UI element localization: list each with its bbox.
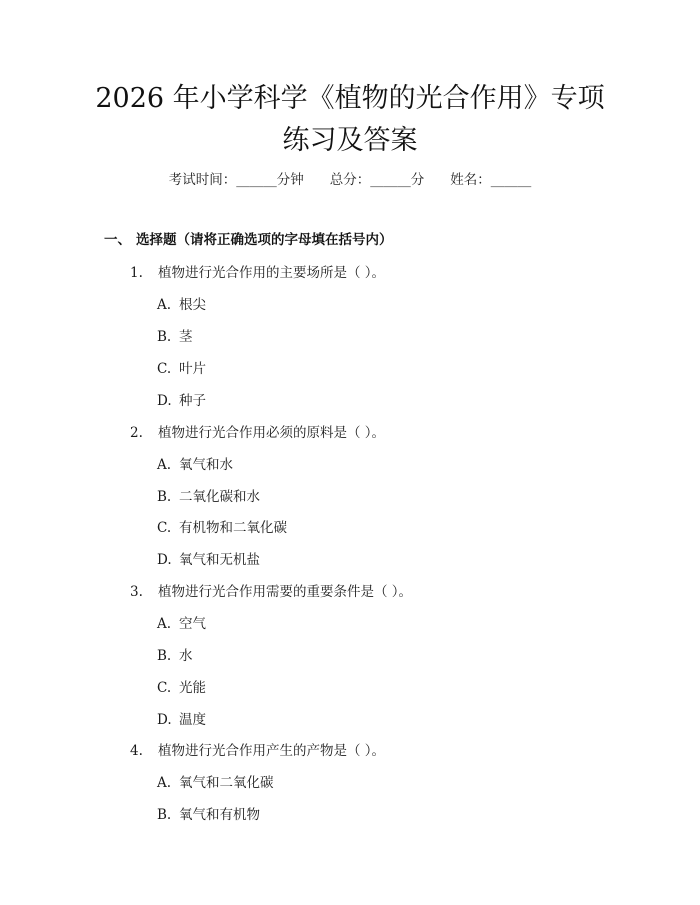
option-item — [157, 612, 206, 632]
question-item — [130, 739, 385, 759]
option-label: D. — [157, 552, 172, 568]
option-item — [157, 644, 193, 664]
option-item — [157, 548, 260, 568]
option-text: 二氧化碳和水 — [179, 489, 260, 505]
section-title: 选择题（请将正确选项的字母填在括号内） — [136, 232, 393, 248]
option-item — [157, 771, 274, 791]
option-item — [157, 708, 206, 728]
total-score-field: 总分：______分 — [329, 172, 425, 188]
question-number: 3. — [130, 584, 143, 600]
option-label: A. — [157, 297, 172, 313]
option-text: 氧气和水 — [179, 457, 233, 473]
question-item — [130, 421, 385, 441]
option-text: 氧气和二氧化碳 — [179, 775, 274, 791]
option-item — [157, 325, 193, 345]
option-label: B. — [157, 807, 172, 823]
option-label: B. — [157, 489, 172, 505]
option-label: B. — [157, 648, 172, 664]
option-item — [157, 357, 206, 377]
option-label: A. — [157, 616, 172, 632]
option-item — [157, 389, 206, 409]
option-label: A. — [157, 457, 172, 473]
option-text: 种子 — [179, 393, 206, 409]
option-label: D. — [157, 712, 172, 728]
option-text: 光能 — [179, 680, 206, 696]
option-item — [157, 676, 206, 696]
question-item — [130, 580, 412, 600]
question-text: 植物进行光合作用产生的产物是（ ）。 — [158, 743, 386, 759]
option-text: 氧气和有机物 — [179, 807, 260, 823]
option-text: 水 — [179, 648, 193, 664]
option-text: 根尖 — [179, 297, 206, 313]
question-number: 2. — [130, 425, 143, 441]
option-text: 叶片 — [179, 361, 206, 377]
option-text: 有机物和二氧化碳 — [179, 520, 287, 536]
section-heading — [104, 228, 393, 248]
option-label: C. — [157, 680, 172, 696]
option-item — [157, 293, 206, 313]
option-label: B. — [157, 329, 172, 345]
question-number: 1. — [130, 265, 143, 281]
document-title: 2026 年小学科学《植物的光合作用》专项练习及答案 — [95, 83, 605, 156]
option-item — [157, 453, 233, 473]
exam-meta-line — [0, 168, 700, 188]
question-text: 植物进行光合作用需要的重要条件是（ ）。 — [158, 584, 413, 600]
option-item — [157, 516, 287, 536]
option-text: 氧气和无机盐 — [179, 552, 260, 568]
question-item — [130, 261, 385, 281]
option-label: D. — [157, 393, 172, 409]
option-label: C. — [157, 361, 172, 377]
option-label: C. — [157, 520, 172, 536]
question-number: 4. — [130, 743, 143, 759]
option-text: 空气 — [179, 616, 206, 632]
option-text: 茎 — [179, 329, 193, 345]
question-text: 植物进行光合作用必须的原料是（ ）。 — [158, 425, 386, 441]
option-item — [157, 485, 260, 505]
exam-time-field: 考试时间：______分钟 — [168, 172, 304, 188]
section-number: 一、 — [104, 232, 131, 248]
question-text: 植物进行光合作用的主要场所是（ ）。 — [158, 265, 386, 281]
student-name-field: 姓名：______ — [450, 172, 532, 188]
option-item — [157, 803, 260, 823]
option-text: 温度 — [179, 712, 206, 728]
option-label: A. — [157, 775, 172, 791]
